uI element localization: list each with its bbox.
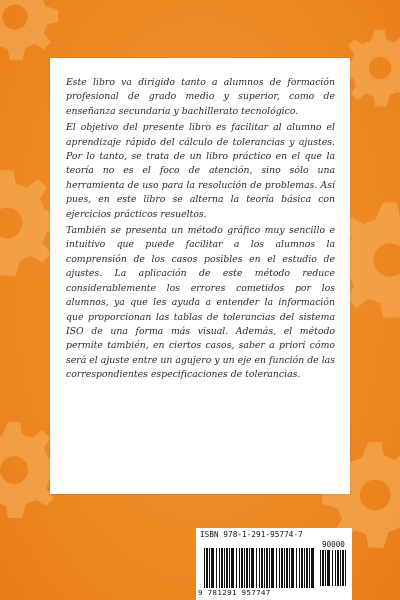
barcode-addon-bars-icon — [320, 550, 348, 586]
barcode-bars-icon — [204, 548, 316, 588]
barcode-digits: 9 781291 957747 — [198, 588, 271, 597]
gear-icon — [0, 0, 60, 62]
isbn-label: ISBN 978-1-291-95774-7 — [200, 530, 303, 539]
description-panel — [50, 58, 350, 494]
isbn-barcode — [196, 528, 352, 600]
paragraph-objective: El objetivo del presente libro es facilitar al alumno el aprendizaje rápido del cálculo de tolerancias y ajustes. Por lo tanto, se trata de un libro práctico en el que la teoría no es el foco de atención, sino sólo una herramienta de uso para la resolución de problemas. Así pues, en este libro se alterna la teoría básica con ejercicios prácticos resueltos. — [66, 122, 335, 220]
paragraph-method: También se presenta un método gráfico muy sencillo e intuitivo que puede facilitar a los alumnos la comprensión de los casos posibles en el estudio de ajustes. La aplicación de este método reduce considerablemente los errores cometidos por los alumnos, ya que les ayuda a entender la información que proporcionan las tablas de tolerancias del sistema ISO de una forma más visual. Además, el método permite también, en ciertos casos, saber a priori cómo será el ajuste entre un agujero y un eje en función de las correspondientes especificaciones de tolerancias. — [66, 225, 335, 381]
paragraph-audience: Este libro va dirigido tanto a alumnos de formación profesional de grado medio y superior, como de enseñanza secundaria y bachillerato tecnológico. — [66, 77, 335, 117]
price-code: 90000 — [322, 540, 345, 549]
